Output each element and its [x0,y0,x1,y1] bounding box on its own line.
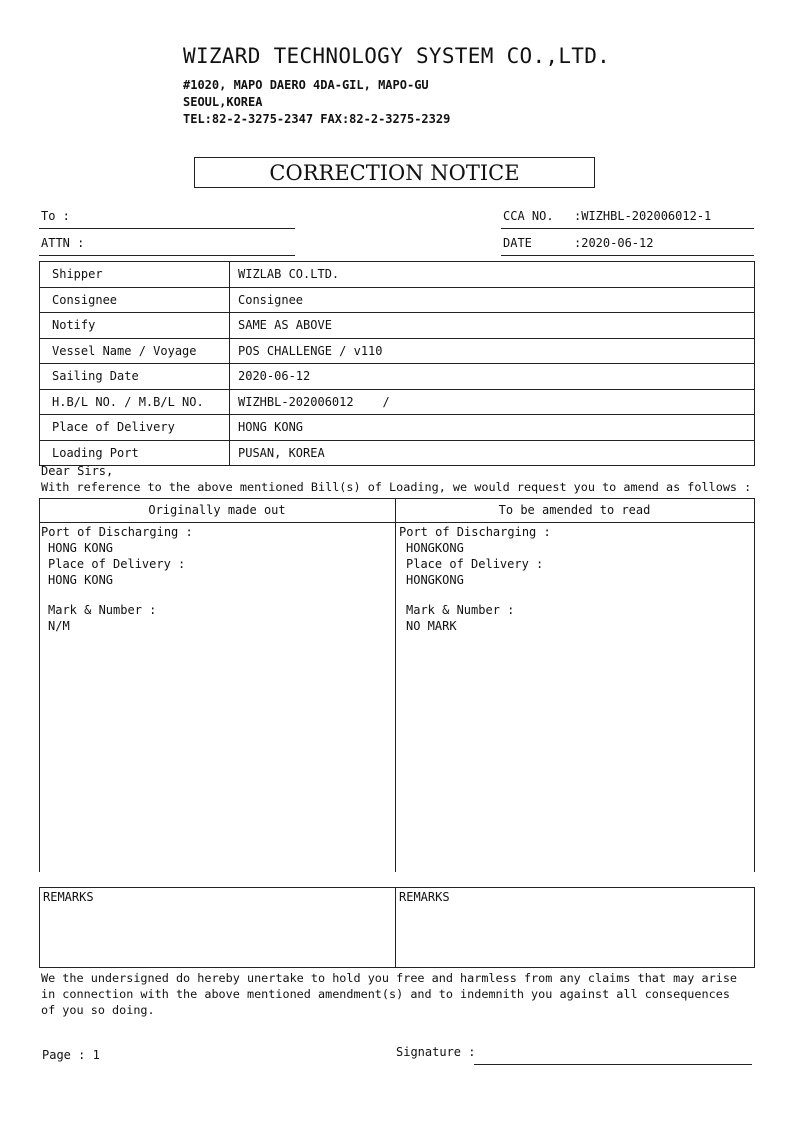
remarks-right-label: REMARKS [399,890,450,904]
place-of-delivery-value: HONG KONG [230,415,755,441]
right-mark-label: Mark & Number : [406,603,515,617]
notify-value: SAME AS ABOVE [230,313,755,339]
signature-label: Signature : [396,1045,476,1059]
company-address-line1: #1020, MAPO DAERO 4DA-GIL, MAPO-GU [183,78,429,92]
shipment-info-table [39,261,755,466]
left-pod-label: Port of Discharging : [41,525,193,539]
greeting: Dear Sirs, [41,464,114,478]
date-label: DATE [503,236,532,250]
table-row [40,287,755,313]
table-row [40,389,755,415]
remarks-box [39,887,755,968]
cca-underline [501,228,754,229]
shipper-value: WIZLAB CO.LTD. [230,262,755,288]
amend-center-divider [395,498,396,872]
document-title: CORRECTION NOTICE [269,161,520,185]
date-underline [501,255,754,256]
signature-line [474,1064,752,1065]
cca-label: CCA NO. [503,209,554,223]
right-pod-label: Port of Discharging : [399,525,551,539]
date-value: :2020-06-12 [574,236,654,250]
company-contact: TEL:82-2-3275-2347 FAX:82-2-3275-2329 [183,112,451,126]
undertaking-line3: of you so doing. [41,1003,155,1017]
amended-to-read-header: To be amended to read [498,503,651,517]
table-row [40,415,755,441]
attn-underline [39,255,295,256]
amend-header-divider [39,522,755,523]
amend-right-border [754,498,755,872]
left-delivery-value: HONG KONG [48,573,114,587]
undertaking-line1: We the undersigned do hereby unertake to hold you free and harmless from any claims that may arise [41,971,738,985]
table-row [40,364,755,390]
originally-made-out-header: Originally made out [148,503,286,517]
letter-intro: With reference to the above mentioned Bill(s) of Loading, we would request you to amend as follows : [41,480,752,494]
shipper-label: Shipper [40,262,230,288]
page-number: Page : 1 [42,1048,100,1062]
left-mark-value: N/M [48,619,70,633]
right-delivery-label: Place of Delivery : [406,557,544,571]
remarks-divider [395,887,396,968]
bl-number-label: H.B/L NO. / M.B/L NO. [40,389,230,415]
right-mark-value: NO MARK [406,619,457,633]
bl-number-value: WIZHBL-202006012 / [230,389,755,415]
notify-label: Notify [40,313,230,339]
vessel-value: POS CHALLENGE / v110 [230,338,755,364]
consignee-label: Consignee [40,287,230,313]
remarks-left-label: REMARKS [43,890,94,904]
left-mark-label: Mark & Number : [48,603,157,617]
to-label: To : [41,209,70,223]
table-row [40,262,755,288]
table-row [40,440,755,466]
table-row [40,338,755,364]
place-of-delivery-label: Place of Delivery [40,415,230,441]
loading-port-label: Loading Port [40,440,230,466]
right-pod-value: HONGKONG [406,541,464,555]
company-address-line2: SEOUL,KOREA [183,95,263,109]
attn-label: ATTN : [41,236,85,250]
table-row [40,313,755,339]
vessel-label: Vessel Name / Voyage [40,338,230,364]
to-underline [39,228,295,229]
undertaking-line2: in connection with the above mentioned amendment(s) and to indemnith you against all consequences [41,987,730,1001]
left-delivery-label: Place of Delivery : [48,557,186,571]
sailing-date-value: 2020-06-12 [230,364,755,390]
consignee-value: Consignee [230,287,755,313]
sailing-date-label: Sailing Date [40,364,230,390]
document-title-box [194,157,595,188]
loading-port-value: PUSAN, KOREA [230,440,755,466]
cca-value: :WIZHBL-202006012-1 [574,209,712,223]
company-name: WIZARD TECHNOLOGY SYSTEM CO.,LTD. [183,44,611,68]
right-delivery-value: HONGKONG [406,573,464,587]
left-pod-value: HONG KONG [48,541,114,555]
amend-left-border [39,498,40,872]
